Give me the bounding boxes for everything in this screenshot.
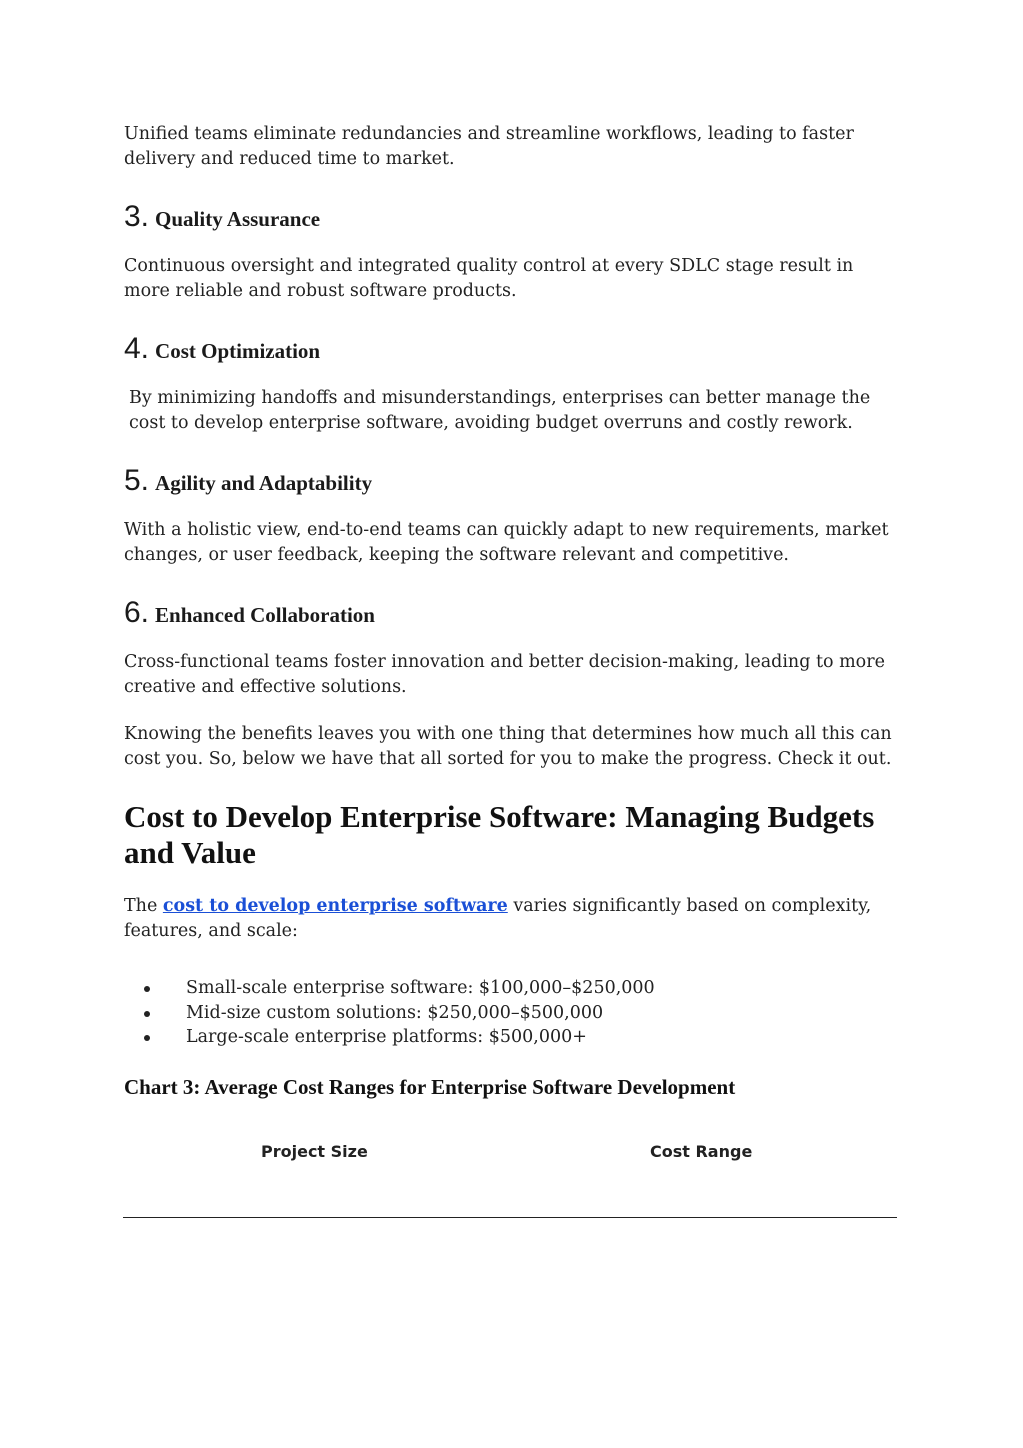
list-item: Large-scale enterprise platforms: $500,000+: [124, 1025, 899, 1050]
cost-bullet-list: [124, 976, 899, 1050]
section-number: 6.: [124, 596, 150, 629]
cost-intro-suffix: varies significantly based on complexity, features, and scale:: [124, 896, 872, 941]
intro-paragraph: Unified teams eliminate redundancies and streamline workflows, leading to faster delivery and reduced time to market.: [124, 124, 854, 169]
bullet-icon: [144, 986, 150, 992]
section-number: 5.: [124, 464, 150, 497]
section-heading-cost-optimization: [124, 334, 899, 366]
section-heading-quality-assurance: [124, 202, 899, 234]
section-body-quality-assurance: Continuous oversight and integrated quality control at every SDLC stage result in more reliable and robust software products.: [124, 256, 854, 301]
section-body-cost-optimization: By minimizing handoffs and misunderstandings, enterprises can better manage the cost to develop enterprise software, avoiding budget overruns and costly rework.: [129, 388, 871, 433]
cost-intro-prefix: The: [124, 896, 163, 916]
transition-paragraph: Knowing the benefits leaves you with one thing that determines how much all this can cost you. So, below we have that all sorted for you to make the progress. Check it out.: [124, 724, 892, 769]
cost-link[interactable]: cost to develop enterprise software: [162, 896, 508, 916]
section-heading-collaboration: [124, 598, 899, 630]
document-page: [124, 122, 899, 1172]
section-title: Quality Assurance: [155, 207, 321, 231]
bullet-icon: [144, 1011, 150, 1017]
chart-title: Chart 3: Average Cost Ranges for Enterprise Software Development: [124, 1074, 736, 1099]
list-item: Small-scale enterprise software: $100,000–$250,000: [124, 976, 899, 1001]
table-divider: [123, 1217, 897, 1218]
bullet-icon: [144, 1035, 150, 1041]
cost-heading: Cost to Develop Enterprise Software: Managing Budgets and Value: [124, 799, 875, 870]
cost-intro-paragraph: [124, 894, 899, 943]
section-title: Enhanced Collaboration: [155, 603, 375, 627]
section-title: Agility and Adaptability: [155, 471, 373, 495]
section-number: 4.: [124, 332, 150, 365]
section-body-collaboration: Cross-functional teams foster innovation and better decision-making, leading to more creative and effective solutions.: [124, 652, 885, 697]
list-item: Mid-size custom solutions: $250,000–$500,000: [124, 1001, 899, 1026]
section-body-agility: With a holistic view, end-to-end teams can quickly adapt to new requirements, market changes, or user feedback, keeping the software relevant and competitive.: [124, 520, 889, 565]
section-number: 3.: [124, 200, 150, 233]
table-header-row: [124, 1142, 899, 1172]
table-header-project-size: Project Size: [261, 1141, 368, 1161]
section-title: Cost Optimization: [155, 339, 321, 363]
section-heading-agility: [124, 466, 899, 498]
table-header-cost-range: Cost Range: [650, 1141, 753, 1161]
